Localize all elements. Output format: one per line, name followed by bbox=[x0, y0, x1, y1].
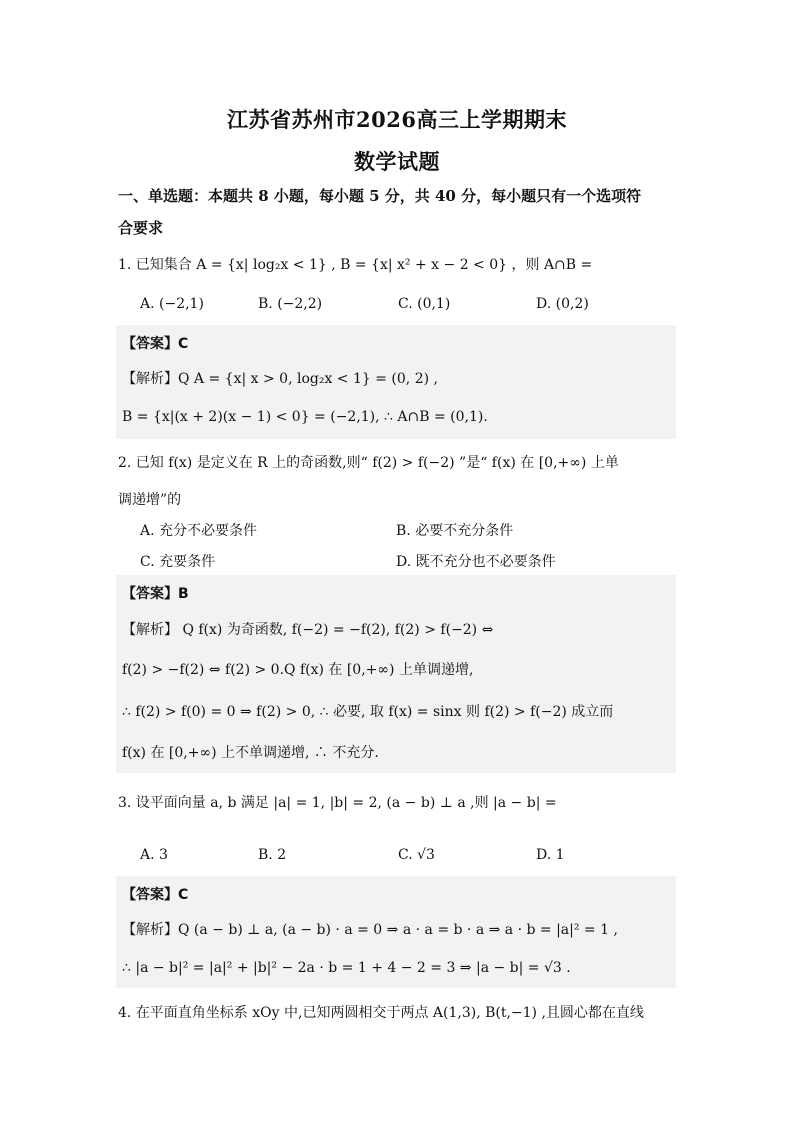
q2-analysis-line3: ∴ f(2) > f(0) = 0 ⇒ f(2) > 0, ∴ 必要, 取 f(x) = sinx 则 f(2) > f(−2) 成立而 bbox=[122, 704, 614, 720]
q2-option-d: D. 既不充分也不必要条件 bbox=[396, 554, 556, 570]
exam-subtitle: 数学试题 bbox=[354, 149, 440, 174]
q4-stem: 4. 在平面直角坐标系 xOy 中,已知两圆相交于两点 A(1,3), B(t,−1) ,且圆心都在直线 bbox=[118, 1005, 644, 1021]
q2-analysis-line1: 【解析】 Q f(x) 为奇函数, f(−2) = −f(2), f(2) > f(−2) ⇔ bbox=[122, 622, 494, 638]
q1-stem: 1. 已知集合 A = {x| log₂x < 1} , B = {x| x² + x − 2 < 0} ，则 A∩B = bbox=[118, 257, 593, 273]
q1-analysis-line2: B = {x|(x + 2)(x − 1) < 0} = (−2,1), ∴ A∩B = (0,1). bbox=[122, 409, 488, 425]
q3-option-d: D. 1 bbox=[536, 847, 565, 863]
q1-answer: 【答案】C bbox=[122, 336, 189, 352]
q2-analysis-line4: f(x) 在 [0,+∞) 上不单调递增, ∴ 不充分. bbox=[122, 745, 379, 761]
q2-option-a: A. 充分不必要条件 bbox=[140, 523, 258, 539]
q2-stem-line2: 调递增”的 bbox=[118, 492, 182, 508]
q3-analysis-line2: ∴ |a − b|² = |a|² + |b|² − 2a · b = 1 + 4 − 2 = 3 ⇒ |a − b| = √3 . bbox=[122, 960, 571, 976]
q3-stem: 3. 设平面向量 a, b 满足 |a| = 1, |b| = 2, (a − b) ⊥ a ,则 |a − b| = bbox=[118, 795, 557, 811]
q3-option-b: B. 2 bbox=[258, 847, 287, 863]
q1-option-c: C. (0,1) bbox=[398, 296, 451, 312]
q3-answer: 【答案】C bbox=[122, 887, 189, 903]
q3-answer-box bbox=[116, 876, 676, 988]
q2-option-b: B. 必要不充分条件 bbox=[396, 523, 514, 539]
exam-title: 江苏省苏州市2026高三上学期期末 bbox=[227, 107, 567, 132]
q2-analysis-line2: f(2) > −f(2) ⇔ f(2) > 0.Q f(x) 在 [0,+∞) 上单调递增, bbox=[122, 662, 474, 678]
q1-option-d: D. (0,2) bbox=[536, 296, 589, 312]
q2-answer: 【答案】B bbox=[122, 586, 189, 602]
section-heading bbox=[118, 180, 678, 244]
q1-analysis-line1: 【解析】Q A = {x| x > 0, log₂x < 1} = (0, 2) , bbox=[122, 371, 438, 387]
q2-option-c: C. 充要条件 bbox=[140, 554, 216, 570]
q1-option-b: B. (−2,2) bbox=[258, 296, 323, 312]
q2-stem-line1: 2. 已知 f(x) 是定义在 R 上的奇函数,则“ f(2) > f(−2) ”是“ f(x) 在 [0,+∞) 上单 bbox=[118, 455, 619, 471]
q3-analysis-line1: 【解析】Q (a − b) ⊥ a, (a − b) · a = 0 ⇒ a · a = b · a ⇒ a · b = |a|² = 1 , bbox=[122, 922, 618, 938]
section-heading-line2: 合要求 bbox=[118, 219, 164, 237]
q3-option-c: C. √3 bbox=[398, 847, 435, 863]
q1-answer-box bbox=[116, 325, 676, 439]
section-heading-line1: 一、单选题：本题共 8 小题，每小题 5 分，共 40 分，每小题只有一个选项符 bbox=[118, 187, 642, 205]
q2-answer-box bbox=[116, 575, 676, 773]
q1-option-a: A. (−2,1) bbox=[140, 296, 204, 312]
q3-option-a: A. 3 bbox=[140, 847, 168, 863]
